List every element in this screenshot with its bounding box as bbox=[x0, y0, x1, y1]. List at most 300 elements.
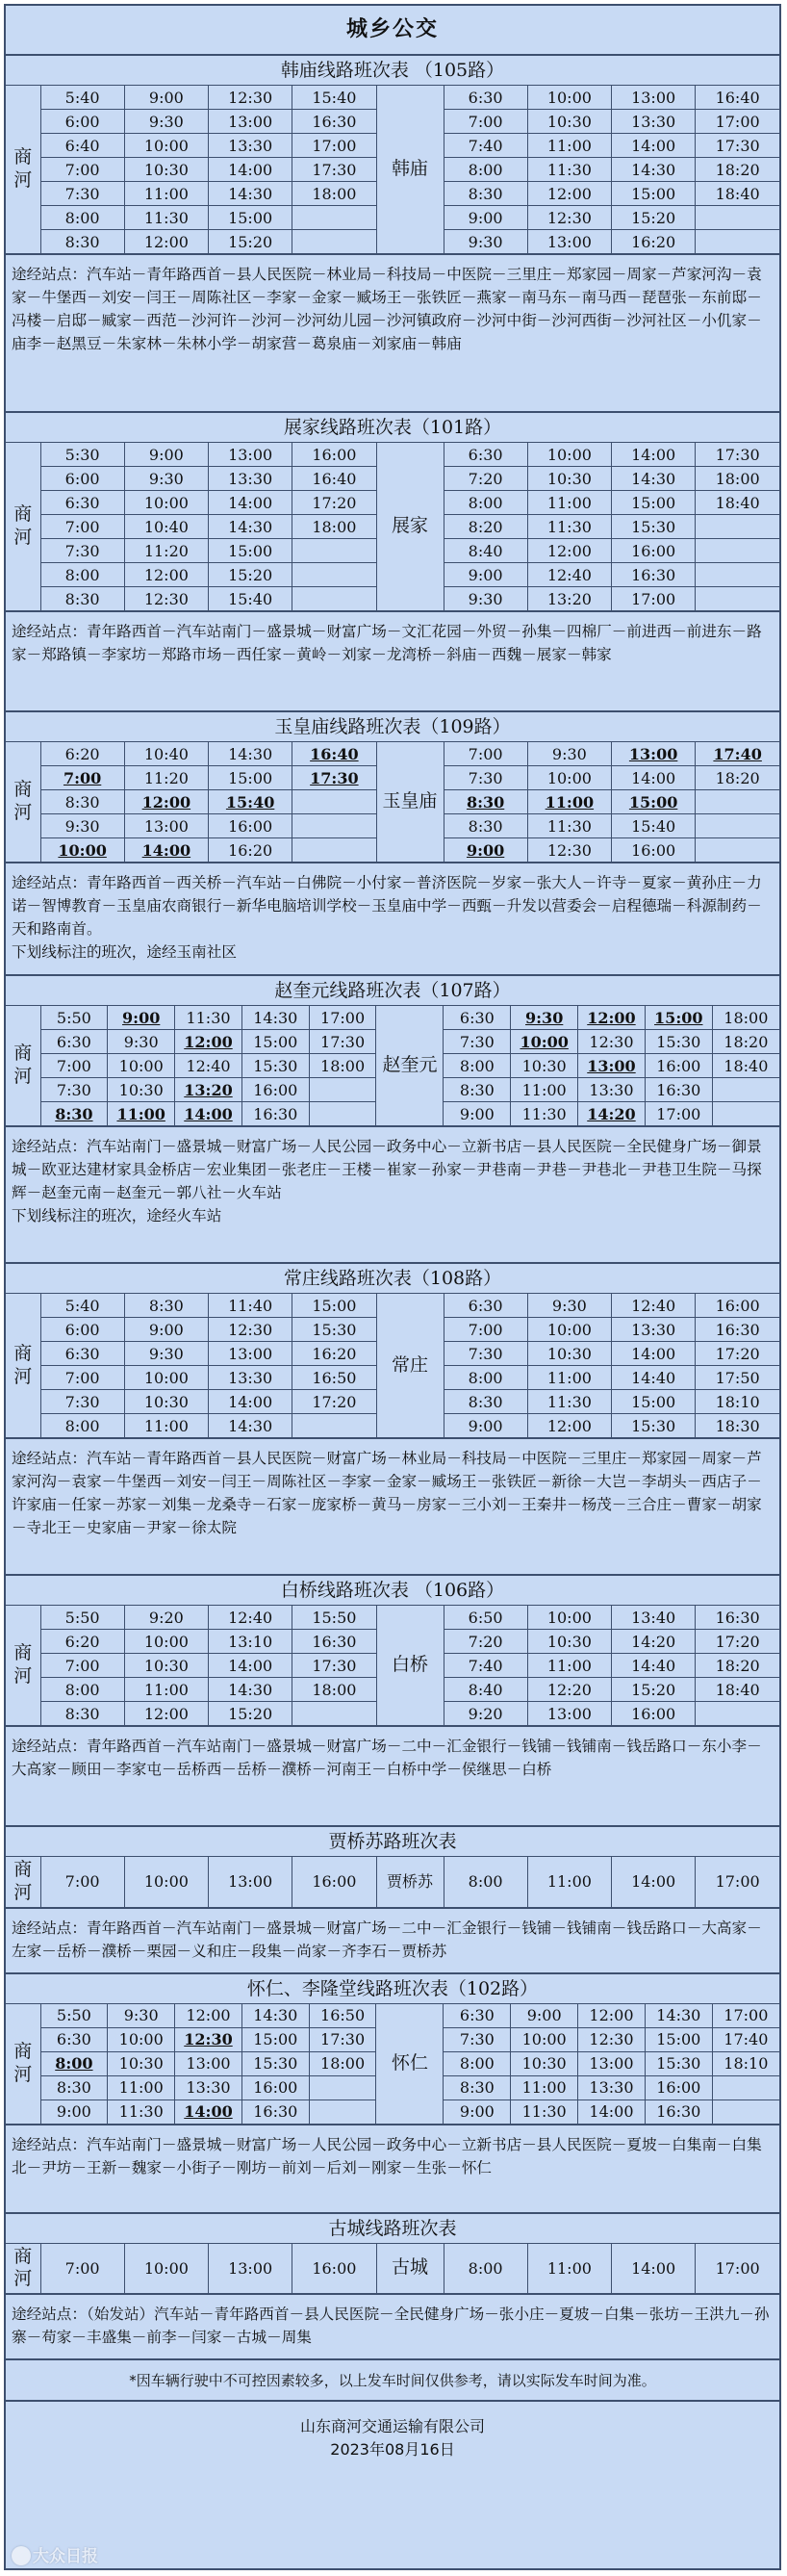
return-time: 18:20 bbox=[696, 158, 779, 182]
return-time: 12:40 bbox=[527, 563, 611, 587]
departure-time: 12:30 bbox=[175, 2027, 242, 2051]
stops-text: 途经站点：汽车站南门－盛景城－财富广场－人民公园－政务中心－立新书店－县人民医院－全民健身广场－御景城－欧亚达建材家具金桥店－宏业集团－张老庄－王楼－崔家－孙家－尹巷南－尹巷－尹巷北－尹巷卫生院－马探辉－赵奎元南－赵奎元－郭八社－火车站 bbox=[12, 1138, 762, 1201]
return-time: 14:00 bbox=[612, 2244, 696, 2294]
route-title: 贾桥苏路班次表 bbox=[6, 1827, 779, 1857]
route-title: 常庄线路班次表（108路） bbox=[6, 1264, 779, 1294]
return-time: 11:00 bbox=[527, 1654, 611, 1678]
departure-time: 16:30 bbox=[292, 110, 376, 134]
departure-time: 11:00 bbox=[124, 1678, 208, 1702]
departure-time: 14:30 bbox=[209, 182, 292, 206]
departure-time: 13:20 bbox=[175, 1078, 242, 1102]
departure-time: 15:00 bbox=[292, 1294, 376, 1318]
return-time: 13:00 bbox=[578, 2051, 646, 2075]
return-time: 8:20 bbox=[444, 515, 527, 539]
departure-time: 14:00 bbox=[175, 2099, 242, 2124]
origin-station: 商河 bbox=[6, 443, 40, 611]
departure-time: 16:20 bbox=[209, 838, 292, 863]
return-time: 10:00 bbox=[527, 1606, 611, 1630]
departure-time: 13:00 bbox=[209, 1857, 292, 1907]
return-time: 6:50 bbox=[444, 1606, 527, 1630]
departure-time: 8:30 bbox=[40, 230, 124, 254]
departure-time: 15:40 bbox=[292, 86, 376, 110]
departure-time: 17:30 bbox=[292, 158, 376, 182]
return-time: 7:30 bbox=[444, 766, 527, 790]
departure-time: 14:30 bbox=[209, 1414, 292, 1438]
return-time: 17:00 bbox=[696, 2244, 779, 2294]
return-time: 15:00 bbox=[612, 182, 696, 206]
destination-station: 白桥 bbox=[376, 1606, 444, 1726]
departure-time: 13:00 bbox=[209, 443, 292, 467]
return-time: 16:00 bbox=[696, 1294, 779, 1318]
departure-time: 12:30 bbox=[209, 86, 292, 110]
return-time: 17:00 bbox=[645, 1102, 712, 1126]
departure-time: 16:50 bbox=[292, 1366, 376, 1390]
departure-time: 15:00 bbox=[241, 2027, 309, 2051]
return-time: 16:30 bbox=[612, 563, 696, 587]
return-time: 16:00 bbox=[645, 1054, 712, 1078]
departure-time: 9:30 bbox=[40, 814, 124, 838]
return-time: 13:00 bbox=[612, 742, 696, 766]
departure-time bbox=[292, 838, 376, 863]
return-time: 14:40 bbox=[612, 1366, 696, 1390]
departure-time: 17:20 bbox=[292, 491, 376, 515]
return-time: 10:00 bbox=[511, 1030, 578, 1054]
stops-text: 途经站点：青年路西首－汽车站南门－盛景城－财富广场－二中－汇金银行－钱铺－钱铺南－钱岳路口－东小李－大高家－顾田－李家屯－岳桥西－岳桥－濮桥－河南王－白桥中学－侯继思－白桥 bbox=[12, 1738, 762, 1778]
return-time: 7:20 bbox=[444, 467, 527, 491]
departure-time: 12:00 bbox=[124, 1702, 208, 1726]
departure-time: 14:30 bbox=[209, 515, 292, 539]
schedule-table bbox=[6, 2004, 779, 2125]
return-time: 14:00 bbox=[612, 1342, 696, 1366]
departure-time: 11:30 bbox=[124, 206, 208, 230]
departure-time: 13:00 bbox=[209, 110, 292, 134]
return-time: 10:30 bbox=[511, 1054, 578, 1078]
return-time: 15:40 bbox=[612, 814, 696, 838]
return-time: 11:30 bbox=[527, 515, 611, 539]
table-row bbox=[6, 1857, 779, 1907]
return-time: 10:30 bbox=[511, 2051, 578, 2075]
return-time: 15:30 bbox=[645, 1030, 712, 1054]
return-time: 6:30 bbox=[444, 2004, 511, 2028]
return-time: 9:30 bbox=[444, 587, 527, 611]
return-time: 15:20 bbox=[612, 1678, 696, 1702]
departure-time: 12:00 bbox=[175, 1030, 242, 1054]
departure-time: 9:30 bbox=[108, 1030, 175, 1054]
return-time: 12:40 bbox=[612, 1294, 696, 1318]
departure-time: 15:40 bbox=[209, 587, 292, 611]
departure-time: 10:40 bbox=[124, 515, 208, 539]
departure-time: 6:30 bbox=[40, 1030, 108, 1054]
route-title: 玉皇庙线路班次表（109路） bbox=[6, 712, 779, 742]
return-time: 6:30 bbox=[444, 443, 527, 467]
return-time: 17:30 bbox=[696, 443, 779, 467]
departure-time: 15:00 bbox=[209, 766, 292, 790]
return-time: 18:40 bbox=[696, 1678, 779, 1702]
schedule-table bbox=[6, 1294, 779, 1438]
departure-time: 14:30 bbox=[209, 1678, 292, 1702]
route-title: 白桥线路班次表 （106路） bbox=[6, 1576, 779, 1606]
destination-station: 贾桥苏 bbox=[376, 1857, 444, 1907]
departure-time: 10:00 bbox=[124, 491, 208, 515]
departure-time: 14:00 bbox=[124, 838, 208, 863]
departure-time: 15:40 bbox=[209, 790, 292, 814]
return-time: 12:00 bbox=[578, 2004, 646, 2028]
return-time: 17:20 bbox=[696, 1342, 779, 1366]
stops-note: 下划线标注的班次，途经火车站 bbox=[12, 1207, 222, 1224]
departure-time: 18:00 bbox=[292, 182, 376, 206]
return-time: 18:30 bbox=[696, 1414, 779, 1438]
return-time bbox=[696, 230, 779, 254]
return-time: 14:00 bbox=[612, 443, 696, 467]
return-time: 9:00 bbox=[444, 563, 527, 587]
departure-time: 11:00 bbox=[124, 1414, 208, 1438]
departure-time: 15:20 bbox=[209, 563, 292, 587]
return-time bbox=[696, 587, 779, 611]
origin-station: 商河 bbox=[6, 1006, 40, 1126]
departure-time: 16:30 bbox=[241, 1102, 309, 1126]
route-section-r101 bbox=[6, 413, 779, 712]
departure-time: 15:00 bbox=[209, 539, 292, 563]
return-time: 17:40 bbox=[696, 742, 779, 766]
departure-time: 10:00 bbox=[124, 1857, 208, 1907]
return-time: 9:30 bbox=[444, 230, 527, 254]
departure-time: 16:50 bbox=[309, 2004, 376, 2028]
return-time: 11:00 bbox=[527, 1366, 611, 1390]
departure-time: 5:50 bbox=[40, 2004, 108, 2028]
return-time: 13:00 bbox=[527, 1702, 611, 1726]
departure-time: 12:40 bbox=[209, 1606, 292, 1630]
return-time: 12:30 bbox=[578, 2027, 646, 2051]
return-time: 17:30 bbox=[696, 134, 779, 158]
departure-time: 9:00 bbox=[124, 443, 208, 467]
return-time bbox=[712, 1102, 779, 1126]
return-time: 17:00 bbox=[612, 587, 696, 611]
departure-time: 15:30 bbox=[241, 2051, 309, 2075]
departure-time: 16:40 bbox=[292, 742, 376, 766]
return-time: 11:00 bbox=[511, 1078, 578, 1102]
departure-time: 12:00 bbox=[175, 2004, 242, 2028]
departure-time: 17:30 bbox=[292, 766, 376, 790]
return-time: 8:30 bbox=[444, 790, 527, 814]
return-time: 15:00 bbox=[612, 491, 696, 515]
return-time: 8:00 bbox=[444, 491, 527, 515]
departure-time: 7:00 bbox=[40, 158, 124, 182]
departure-time: 13:30 bbox=[209, 1366, 292, 1390]
departure-time: 16:00 bbox=[209, 814, 292, 838]
route-stops bbox=[6, 1126, 779, 1262]
return-time: 8:00 bbox=[444, 1054, 511, 1078]
departure-time: 12:30 bbox=[209, 1318, 292, 1342]
destination-station: 怀仁 bbox=[376, 2004, 444, 2125]
departure-time: 5:50 bbox=[40, 1606, 124, 1630]
return-time: 14:30 bbox=[612, 467, 696, 491]
departure-time bbox=[292, 230, 376, 254]
departure-time: 16:00 bbox=[241, 1078, 309, 1102]
stops-text: 途经站点：青年路西首－西关桥－汽车站－白佛院－小付家－普济医院－岁家－张大人－许寺－夏家－黄孙庄－力诺－智博教育－玉皇庙农商银行－新华电脑培训学校－玉皇庙中学－西甄－升发以营委会－启程德瑞－科源制药－天和路南首。 bbox=[12, 874, 762, 938]
departure-time bbox=[309, 2075, 376, 2099]
departure-time: 9:00 bbox=[40, 2099, 108, 2124]
stops-text: 途经站点：汽车站－青年路西首－县人民医院－财富广场－林业局－科技局－中医院－三里庄－郑家园－周家－芦家河沟－袁家－牛堡西－刘安－闫王－周陈社区－李家－金家－臧场王－张铁匠－新徐－大岂－李胡头－西店子－许家庙－任家－苏家－刘集－龙桑寺－石家－庞家桥－黄马－房家－三小刘－王秦井－杨茂－三合庄－曹家－胡家－寺北王－史家庙－尹家－徐太院 bbox=[12, 1450, 762, 1536]
departure-time: 11:00 bbox=[108, 1102, 175, 1126]
watermark-logo bbox=[12, 2542, 98, 2566]
return-time: 12:30 bbox=[578, 1030, 646, 1054]
return-time: 13:00 bbox=[578, 1054, 646, 1078]
departure-time: 11:00 bbox=[124, 182, 208, 206]
return-time: 15:00 bbox=[612, 790, 696, 814]
route-stops bbox=[6, 2294, 779, 2358]
return-time: 18:10 bbox=[712, 2051, 779, 2075]
departure-time: 8:30 bbox=[40, 790, 124, 814]
return-time: 11:00 bbox=[511, 2075, 578, 2099]
return-time: 7:00 bbox=[444, 742, 527, 766]
departure-time: 11:20 bbox=[124, 766, 208, 790]
return-time: 14:00 bbox=[612, 766, 696, 790]
return-time: 11:00 bbox=[527, 491, 611, 515]
return-time: 9:30 bbox=[511, 1006, 578, 1030]
return-time: 8:30 bbox=[444, 2075, 511, 2099]
return-time: 14:00 bbox=[612, 1857, 696, 1907]
departure-time: 14:00 bbox=[175, 1102, 242, 1126]
return-time: 9:00 bbox=[444, 206, 527, 230]
return-time: 14:40 bbox=[612, 1654, 696, 1678]
departure-time: 17:00 bbox=[309, 1006, 376, 1030]
return-time: 6:30 bbox=[444, 86, 527, 110]
departure-time: 8:00 bbox=[40, 1678, 124, 1702]
destination-station: 展家 bbox=[376, 443, 444, 611]
route-section-r102 bbox=[6, 1974, 779, 2214]
departure-time: 13:00 bbox=[209, 1342, 292, 1366]
departure-time: 17:30 bbox=[292, 1654, 376, 1678]
route-title: 展家线路班次表（101路） bbox=[6, 413, 779, 443]
origin-station: 商河 bbox=[6, 1857, 40, 1907]
route-stops bbox=[6, 863, 779, 974]
return-time: 18:40 bbox=[712, 1054, 779, 1078]
return-time: 16:00 bbox=[612, 539, 696, 563]
return-time: 12:30 bbox=[527, 838, 611, 863]
departure-time: 6:30 bbox=[40, 2027, 108, 2051]
return-time: 15:00 bbox=[645, 1006, 712, 1030]
table-row bbox=[6, 443, 779, 467]
destination-station: 古城 bbox=[376, 2244, 444, 2294]
departure-time: 10:40 bbox=[124, 742, 208, 766]
departure-time: 6:40 bbox=[40, 134, 124, 158]
departure-time: 12:00 bbox=[124, 230, 208, 254]
return-time: 9:00 bbox=[511, 2004, 578, 2028]
departure-time: 12:40 bbox=[175, 1054, 242, 1078]
departure-time: 10:30 bbox=[124, 158, 208, 182]
departure-time: 17:30 bbox=[309, 2027, 376, 2051]
departure-time: 6:00 bbox=[40, 1318, 124, 1342]
return-time: 12:00 bbox=[578, 1006, 646, 1030]
departure-time: 5:40 bbox=[40, 86, 124, 110]
departure-time: 13:30 bbox=[209, 467, 292, 491]
departure-time: 11:30 bbox=[175, 1006, 242, 1030]
departure-time: 16:30 bbox=[292, 1630, 376, 1654]
return-time: 13:00 bbox=[527, 230, 611, 254]
return-time bbox=[696, 814, 779, 838]
return-time: 16:00 bbox=[612, 1702, 696, 1726]
return-time: 9:00 bbox=[444, 1102, 511, 1126]
route-stops bbox=[6, 1726, 779, 1825]
return-time: 8:00 bbox=[444, 1366, 527, 1390]
departure-time: 8:00 bbox=[40, 1414, 124, 1438]
return-time bbox=[696, 563, 779, 587]
departure-time: 6:30 bbox=[40, 491, 124, 515]
route-section-rgc bbox=[6, 2214, 779, 2361]
destination-station: 玉皇庙 bbox=[376, 742, 444, 863]
stops-text: 途经站点：青年路西首－汽车站南门－盛景城－财富广场－文汇花园－外贸－孙集－四棉厂－前进西－前进东－路家－郑路镇－李家坊－郑路市场－西任家－黄岭－刘家－龙湾桥－斜庙－西魏－展家－韩家 bbox=[12, 623, 762, 663]
departure-time: 14:00 bbox=[209, 1390, 292, 1414]
departure-time: 7:00 bbox=[40, 1366, 124, 1390]
stops-text: 途经站点：青年路西首－汽车站南门－盛景城－财富广场－二中－汇金银行－钱铺－钱铺南－钱岳路口－大高家－左家－岳桥－濮桥－栗园－义和庄－段集－尚家－齐李石－贾桥苏 bbox=[12, 1919, 762, 1960]
stops-text: 途经站点：汽车站南门－盛景城－财富广场－人民公园－政务中心－立新书店－县人民医院－夏坡－白集南－白集北－尹坊－王新－魏家－小街子－刚坊－前刘－后刘－刚家－生张－怀仁 bbox=[12, 2135, 762, 2177]
departure-time: 9:00 bbox=[124, 1318, 208, 1342]
departure-time: 14:00 bbox=[209, 158, 292, 182]
return-time: 14:00 bbox=[612, 134, 696, 158]
footnote: *因车辆行驶中不可控因素较多，以上发车时间仅供参考，请以实际发车时间为准。 bbox=[6, 2360, 779, 2402]
departure-time: 9:30 bbox=[124, 1342, 208, 1366]
departure-time: 10:00 bbox=[40, 838, 124, 863]
schedule-table bbox=[6, 1857, 779, 1908]
departure-time: 7:00 bbox=[40, 766, 124, 790]
route-section-r105 bbox=[6, 56, 779, 413]
departure-time: 11:00 bbox=[108, 2075, 175, 2099]
departure-time bbox=[292, 539, 376, 563]
return-time: 15:30 bbox=[612, 1414, 696, 1438]
return-time bbox=[712, 2075, 779, 2099]
return-time bbox=[696, 206, 779, 230]
return-time: 13:30 bbox=[612, 110, 696, 134]
destination-station: 赵奎元 bbox=[376, 1006, 444, 1126]
departure-time: 18:00 bbox=[292, 515, 376, 539]
departure-time: 8:30 bbox=[40, 1102, 108, 1126]
routes-container bbox=[6, 56, 779, 2360]
departure-time: 5:40 bbox=[40, 1294, 124, 1318]
return-time: 14:20 bbox=[612, 1630, 696, 1654]
return-time bbox=[696, 790, 779, 814]
schedule-table bbox=[6, 443, 779, 611]
return-time: 13:00 bbox=[612, 86, 696, 110]
return-time: 11:30 bbox=[527, 1390, 611, 1414]
departure-time: 9:30 bbox=[124, 467, 208, 491]
departure-time: 14:30 bbox=[241, 2004, 309, 2028]
departure-time: 16:00 bbox=[292, 2244, 376, 2294]
return-time: 16:30 bbox=[696, 1318, 779, 1342]
return-time: 14:30 bbox=[612, 158, 696, 182]
route-title: 韩庙线路班次表 （105路） bbox=[6, 56, 779, 86]
origin-station: 商河 bbox=[6, 1294, 40, 1438]
departure-time: 7:30 bbox=[40, 1078, 108, 1102]
return-time: 13:20 bbox=[527, 587, 611, 611]
return-time: 9:00 bbox=[444, 2099, 511, 2124]
stops-text: 途经站点：（始发站）汽车站－青年路西首－县人民医院－全民健身广场－张小庄－夏坡－白集－张坊－王洪九－孙寨－苟家－丰盛集－前李－闫家－古城－周集 bbox=[12, 2306, 770, 2346]
return-time bbox=[696, 515, 779, 539]
route-title: 古城线路班次表 bbox=[6, 2214, 779, 2244]
return-time bbox=[696, 838, 779, 863]
return-time: 10:30 bbox=[527, 110, 611, 134]
return-time: 9:30 bbox=[527, 742, 611, 766]
return-time: 16:20 bbox=[612, 230, 696, 254]
departure-time: 16:00 bbox=[241, 2075, 309, 2099]
departure-time: 8:30 bbox=[40, 2075, 108, 2099]
return-time: 17:40 bbox=[712, 2027, 779, 2051]
departure-time: 13:00 bbox=[175, 2051, 242, 2075]
departure-time: 11:40 bbox=[209, 1294, 292, 1318]
return-time: 15:30 bbox=[612, 515, 696, 539]
return-time: 7:40 bbox=[444, 134, 527, 158]
destination-station: 韩庙 bbox=[376, 86, 444, 254]
return-time: 12:00 bbox=[527, 182, 611, 206]
origin-station: 商河 bbox=[6, 86, 40, 254]
return-time: 14:20 bbox=[578, 1102, 646, 1126]
return-time: 18:40 bbox=[696, 182, 779, 206]
return-time: 7:30 bbox=[444, 2027, 511, 2051]
return-time: 18:00 bbox=[696, 467, 779, 491]
departure-time: 6:30 bbox=[40, 1342, 124, 1366]
page-title: 城乡公交 bbox=[6, 6, 779, 56]
return-time: 10:00 bbox=[527, 766, 611, 790]
return-time: 8:30 bbox=[444, 1078, 511, 1102]
departure-time: 18:00 bbox=[309, 1054, 376, 1078]
return-time: 10:00 bbox=[527, 86, 611, 110]
departure-time: 5:50 bbox=[40, 1006, 108, 1030]
departure-time: 14:00 bbox=[209, 1654, 292, 1678]
return-time: 12:20 bbox=[527, 1678, 611, 1702]
return-time: 18:20 bbox=[696, 1654, 779, 1678]
return-time bbox=[696, 1702, 779, 1726]
timetable-document bbox=[4, 4, 781, 2570]
departure-time: 6:00 bbox=[40, 467, 124, 491]
schedule-table bbox=[6, 1006, 779, 1126]
departure-time: 16:00 bbox=[292, 1857, 376, 1907]
departure-time: 14:30 bbox=[241, 1006, 309, 1030]
return-time: 9:00 bbox=[444, 1414, 527, 1438]
departure-time: 9:20 bbox=[124, 1606, 208, 1630]
origin-station: 商河 bbox=[6, 2004, 40, 2125]
return-time: 7:20 bbox=[444, 1630, 527, 1654]
departure-time: 15:30 bbox=[292, 1318, 376, 1342]
return-time: 11:30 bbox=[511, 1102, 578, 1126]
departure-time bbox=[309, 1078, 376, 1102]
return-time: 17:50 bbox=[696, 1366, 779, 1390]
return-time: 18:00 bbox=[712, 1006, 779, 1030]
return-time: 8:40 bbox=[444, 539, 527, 563]
departure-time: 10:30 bbox=[108, 1078, 175, 1102]
departure-time: 10:00 bbox=[124, 134, 208, 158]
return-time: 7:00 bbox=[444, 1318, 527, 1342]
departure-time: 10:00 bbox=[108, 1054, 175, 1078]
route-title: 赵奎元线路班次表（107路） bbox=[6, 976, 779, 1006]
departure-time: 10:00 bbox=[124, 1366, 208, 1390]
table-row bbox=[6, 2004, 779, 2028]
route-section-r107 bbox=[6, 976, 779, 1264]
return-time: 8:00 bbox=[444, 158, 527, 182]
origin-station: 商河 bbox=[6, 2244, 40, 2294]
departure-time: 14:30 bbox=[209, 742, 292, 766]
return-time: 7:30 bbox=[444, 1030, 511, 1054]
route-stops bbox=[6, 1438, 779, 1574]
return-time: 11:30 bbox=[527, 158, 611, 182]
schedule-table bbox=[6, 1606, 779, 1726]
departure-time bbox=[292, 790, 376, 814]
departure-time: 13:00 bbox=[209, 2244, 292, 2294]
return-time: 10:30 bbox=[527, 1630, 611, 1654]
return-time: 11:00 bbox=[527, 790, 611, 814]
return-time: 10:30 bbox=[527, 467, 611, 491]
return-time: 15:00 bbox=[612, 1390, 696, 1414]
route-section-r109 bbox=[6, 712, 779, 976]
departure-time: 13:30 bbox=[209, 134, 292, 158]
